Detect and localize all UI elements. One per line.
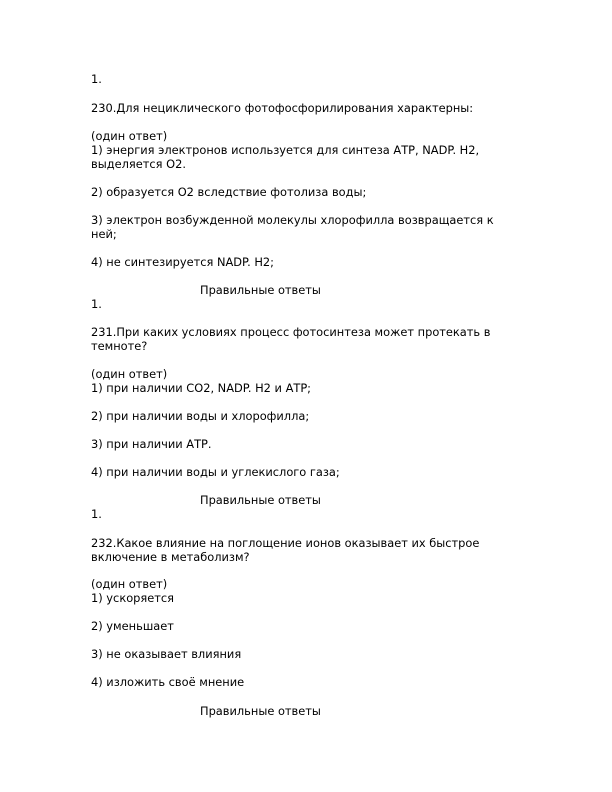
answer-option: 3) при наличии АТР. [91, 437, 212, 451]
correct-answers-label: Правильные ответы [200, 493, 321, 507]
answer-mode: (один ответ) [91, 577, 168, 591]
correct-answers-label: Правильные ответы [200, 283, 321, 297]
question-text: 231.При каких условиях процесс фотосинтеза может протекать в темноте? [91, 325, 491, 353]
answer-option: 2) при наличии воды и хлорофилла; [91, 409, 310, 423]
answer-option: 4) не синтезируется NADP. Н2; [91, 255, 275, 269]
answer-option: 3) электрон возбужденной молекулы хлорофилла возвращается к ней; [91, 213, 494, 241]
correct-answers-label: Правильные ответы [200, 704, 321, 718]
question-marker: 1. [91, 72, 102, 86]
answer-option: 1) ускоряется [91, 591, 175, 605]
question-text: 230.Для нециклического фотофосфорилирования характерны: [91, 101, 474, 115]
answer-mode: (один ответ) [91, 367, 168, 381]
question-marker: 1. [91, 507, 102, 521]
answer-option: 3) не оказывает влияния [91, 647, 242, 661]
answer-mode: (один ответ) [91, 129, 168, 143]
answer-option: 2) уменьшает [91, 619, 174, 633]
answer-option: 2) образуется О2 вследствие фотолиза воды; [91, 185, 367, 199]
question-text: 232.Какое влияние на поглощение ионов оказывает их быстрое включение в метаболизм? [91, 536, 480, 564]
answer-option: 1) энергия электронов используется для синтеза АТР, NADP. Н2, выделяется О2. [91, 143, 480, 171]
question-marker: 1. [91, 297, 102, 311]
answer-option: 4) при наличии воды и углекислого газа; [91, 465, 340, 479]
answer-option: 1) при наличии СО2, NADP. Н2 и АТР; [91, 381, 312, 395]
answer-option: 4) изложить своё мнение [91, 675, 245, 689]
